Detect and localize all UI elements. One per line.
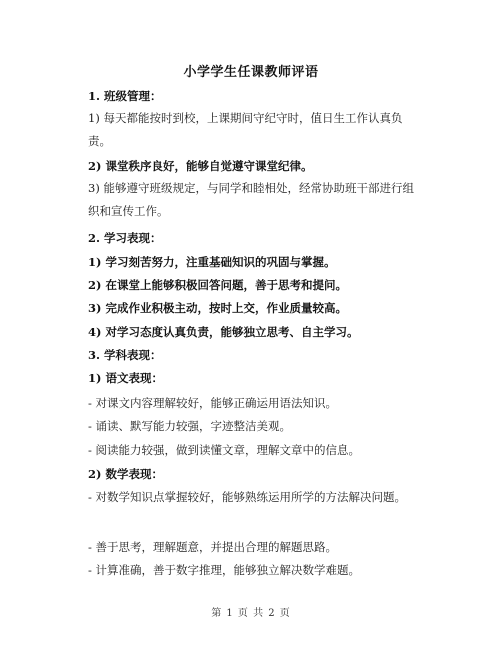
paragraph-class-rules: 3) 能够遵守班级规定，与同学和睦相处，经常协助班干部进行组织和宣传工作。 [88, 181, 414, 218]
paragraph-classroom-order: 2) 课堂秩序良好，能够自觉遵守课堂纪律。 [88, 159, 313, 173]
section-heading-subjects: 3. 学科表现： [88, 348, 162, 362]
list-item: - 诵读、默写能力较强，字迹整洁美观。 [88, 419, 292, 433]
section-heading-class-management: 1. 班级管理： [88, 89, 162, 103]
page-title: 小学学生任课教师评语 [183, 65, 319, 80]
paragraph-math-knowledge: - 对数学知识点掌握较好，能够熟练运用所学的方法解决问题。 [88, 490, 407, 504]
list-item: - 阅读能力较强，做到读懂文章，理解文章中的信息。 [88, 443, 361, 457]
subsection-heading-chinese: 1) 语文表现： [88, 371, 163, 385]
list-item: - 计算准确，善于数字推理，能够独立解决数学难题。 [88, 563, 361, 577]
list-item: 1) 学习刻苦努力，注重基础知识的巩固与掌握。 [88, 255, 336, 269]
page-number-footer: 第 1 页 共 2 页 [211, 608, 291, 619]
list-item: 2) 在课堂上能够积极回答问题，善于思考和提问。 [88, 278, 347, 292]
list-item: 3) 完成作业积极主动，按时上交，作业质量较高。 [88, 301, 347, 315]
list-item: 4) 对学习态度认真负责，能够独立思考、自主学习。 [88, 325, 359, 339]
subsection-heading-math: 2) 数学表现： [88, 467, 163, 481]
list-item: - 善于思考，理解题意，并提出合理的解题思路。 [88, 540, 338, 554]
list-item: - 对课文内容理解较好，能够正确运用语法知识。 [88, 396, 338, 410]
paragraph-attendance: 1) 每天都能按时到校，上课期间守纪守时，值日生工作认真负责。 [88, 111, 403, 148]
section-heading-learning: 2. 学习表现： [88, 231, 162, 245]
